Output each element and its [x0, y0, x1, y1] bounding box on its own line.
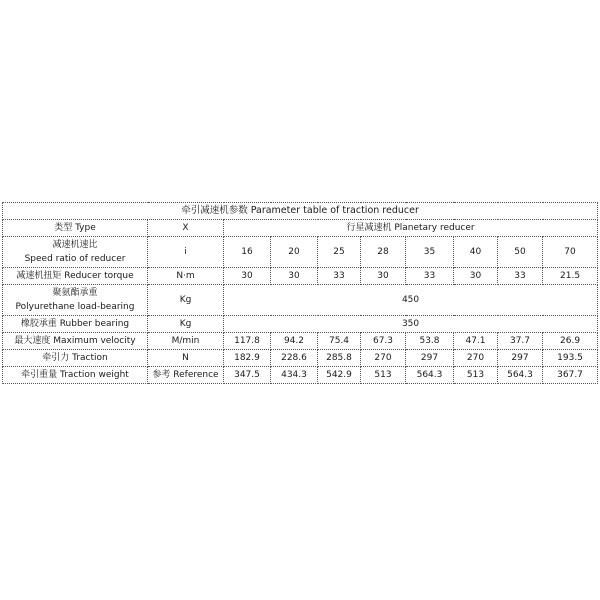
table-cell: 21.5: [543, 268, 598, 285]
row-label-zh: 减速机速比: [52, 240, 98, 250]
table-row-max-velocity: [3, 333, 598, 350]
table-row-traction-weight: [3, 367, 598, 384]
row-label: 牵引重量 Traction weight: [3, 367, 148, 384]
table-cell: 117.8: [224, 333, 271, 350]
table-cell: 297: [406, 350, 454, 367]
table-cell: 94.2: [271, 333, 318, 350]
row-label: 减速机扭矩 Reducer torque: [3, 268, 148, 285]
table-cell: 30: [361, 268, 406, 285]
row-label-en: Polyurethane load-bearing: [15, 302, 135, 312]
table-cell: 285.8: [318, 350, 361, 367]
row-label: [3, 285, 148, 316]
row-unit: X: [148, 220, 224, 237]
row-unit: i: [148, 237, 224, 268]
table-row-traction: [3, 350, 598, 367]
row-label: 橡胶承重 Rubber bearing: [3, 316, 148, 333]
table-cell: 33: [318, 268, 361, 285]
table-row-type: [3, 220, 598, 237]
table-cell: 47.1: [454, 333, 498, 350]
parameter-table-container: [2, 202, 597, 384]
parameter-table: [2, 202, 598, 384]
table-cell: 30: [224, 268, 271, 285]
row-value: 行星减速机 Planetary reducer: [224, 220, 598, 237]
table-cell: 37.7: [498, 333, 543, 350]
table-cell: 367.7: [543, 367, 598, 384]
table-cell: 25: [318, 237, 361, 268]
table-cell: 30: [271, 268, 318, 285]
table-row-pu-bearing: [3, 285, 598, 316]
table-cell: 26.9: [543, 333, 598, 350]
row-unit: Kg: [148, 285, 224, 316]
row-label: [3, 237, 148, 268]
table-title: 牵引减速机参数 Parameter table of traction reducer: [3, 203, 598, 220]
table-row-rubber-bearing: [3, 316, 598, 333]
table-title-row: [3, 203, 598, 220]
table-cell: 564.3: [498, 367, 543, 384]
row-unit: M/min: [148, 333, 224, 350]
row-unit: 参考 Reference: [148, 367, 224, 384]
table-cell: 33: [406, 268, 454, 285]
row-value: 350: [224, 316, 598, 333]
table-cell: 30: [454, 268, 498, 285]
table-row-torque: [3, 268, 598, 285]
row-value: 450: [224, 285, 598, 316]
table-cell: 20: [271, 237, 318, 268]
table-cell: 33: [498, 268, 543, 285]
row-label-en: Speed ratio of reducer: [24, 254, 126, 264]
table-cell: 16: [224, 237, 271, 268]
table-cell: 70: [543, 237, 598, 268]
row-unit: Kg: [148, 316, 224, 333]
row-unit: N·m: [148, 268, 224, 285]
table-cell: 542.9: [318, 367, 361, 384]
table-cell: 228.6: [271, 350, 318, 367]
table-cell: 513: [454, 367, 498, 384]
table-row-speed-ratio: [3, 237, 598, 268]
table-cell: 35: [406, 237, 454, 268]
table-cell: 182.9: [224, 350, 271, 367]
table-cell: 75.4: [318, 333, 361, 350]
table-cell: 28: [361, 237, 406, 268]
row-label: 最大速度 Maximum velocity: [3, 333, 148, 350]
row-label-zh: 聚氨酯承重: [52, 288, 98, 298]
table-cell: 40: [454, 237, 498, 268]
table-cell: 53.8: [406, 333, 454, 350]
table-cell: 270: [361, 350, 406, 367]
table-cell: 347.5: [224, 367, 271, 384]
table-cell: 193.5: [543, 350, 598, 367]
table-cell: 564.3: [406, 367, 454, 384]
row-label: 牵引力 Traction: [3, 350, 148, 367]
table-cell: 270: [454, 350, 498, 367]
table-cell: 67.3: [361, 333, 406, 350]
table-cell: 513: [361, 367, 406, 384]
row-unit: N: [148, 350, 224, 367]
table-cell: 434.3: [271, 367, 318, 384]
table-cell: 50: [498, 237, 543, 268]
table-cell: 297: [498, 350, 543, 367]
row-label: 类型 Type: [3, 220, 148, 237]
